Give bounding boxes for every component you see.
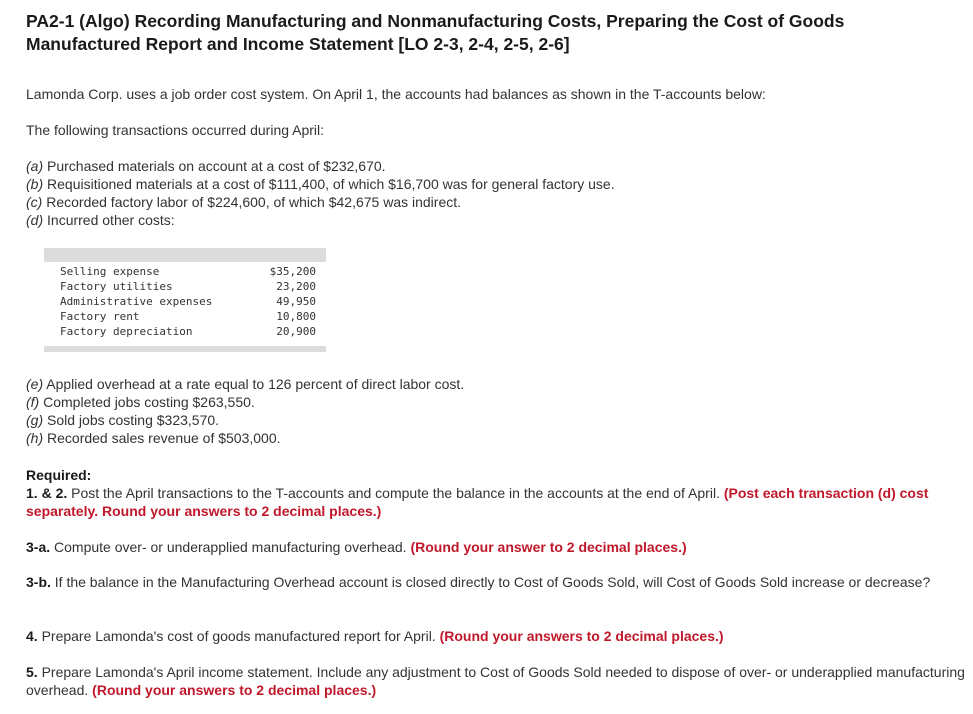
transaction-d: (d) Incurred other costs: (26, 212, 175, 228)
required-3a: 3-a. Compute over- or underapplied manufacturing overhead. (Round your answer to 2 decimal places.) (26, 539, 687, 555)
transaction-g: (g) Sold jobs costing $323,570. (26, 412, 220, 428)
required-block-1-2 (26, 466, 966, 520)
transaction-a: (a) Purchased materials on account at a cost of $232,670. (26, 158, 386, 174)
problem-title: PA2-1 (Algo) Recording Manufacturing and Nonmanufacturing Costs, Preparing the Cost of Goods Manufactured Report and Income Statement [LO 2-3, 2-4, 2-5, 2-6] (26, 11, 845, 54)
required-heading: Required: (26, 467, 92, 483)
table-row: Factory depreciation 20,900 (60, 325, 316, 338)
required-1-2: 1. & 2. Post the April transactions to the T-accounts and compute the balance in the accounts at the end of April. (Post each transaction (d) cost separately. Round your answers to 2 decimal places.) (26, 485, 929, 519)
transactions-list-e-h (26, 375, 464, 447)
transaction-c: (c) Recorded factory labor of $224,600, of which $42,675 was indirect. (26, 194, 462, 210)
required-3b: 3-b. If the balance in the Manufacturing Overhead account is closed directly to Cost of Goods Sold, will Cost of Goods Sold increase or decrease? (26, 574, 931, 590)
required-4: 4. Prepare Lamonda's cost of goods manufactured report for April. (Round your answers to 2 decimal places.) (26, 628, 724, 644)
transactions-intro: The following transactions occurred during April: (26, 122, 325, 138)
other-costs-table (44, 248, 326, 352)
intro-text: Lamonda Corp. uses a job order cost system. On April 1, the accounts had balances as shown in the T-accounts below: (26, 86, 766, 102)
table-row: Factory rent 10,800 (60, 310, 316, 323)
table-row: Administrative expenses 49,950 (60, 295, 316, 308)
table-row: Selling expense $35,200 (60, 265, 316, 278)
table-row: Factory utilities 23,200 (60, 280, 316, 293)
required-5: 5. Prepare Lamonda's April income statement. Include any adjustment to Cost of Goods Sold needed to dispose of over- or underapplied manufacturing overhead. (Round your answers to 2 decimal places.) (26, 664, 965, 698)
transaction-e: (e) Applied overhead at a rate equal to 126 percent of direct labor cost. (26, 376, 465, 392)
transaction-f: (f) Completed jobs costing $263,550. (26, 394, 255, 410)
transactions-list-a-d (26, 157, 615, 229)
transaction-h: (h) Recorded sales revenue of $503,000. (26, 430, 281, 446)
transaction-b: (b) Requisitioned materials at a cost of $111,400, of which $16,700 was for general factory use. (26, 176, 615, 192)
